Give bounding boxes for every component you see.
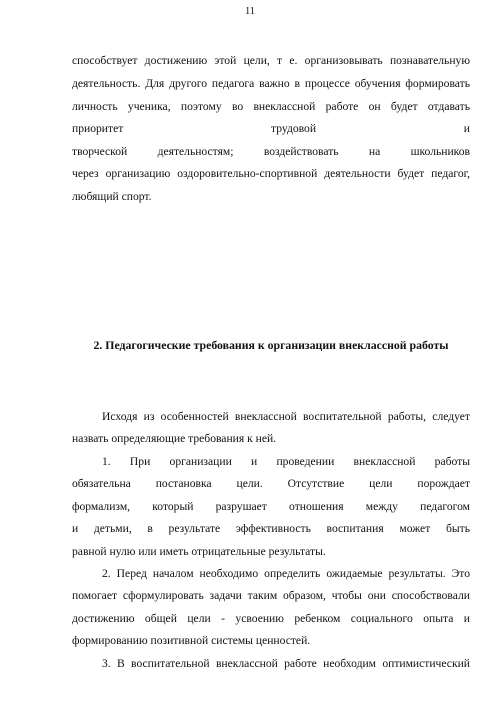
text-line: личность ученика, поэтому во внеклассной работе он будет отдавать xyxy=(72,100,470,113)
text-line: творческой деятельностям; воздействовать на школьников xyxy=(72,145,470,158)
text-line: назвать определяющие требования к ней. xyxy=(72,432,277,445)
text-line: любящий спорт. xyxy=(72,190,152,203)
text-line: способствует достижению этой цели, т е. организовывать познавательную xyxy=(72,54,470,67)
list-item-line: формализм, который разрушает отношения между педагогом xyxy=(72,500,470,513)
list-item-line: равной нулю или иметь отрицательные результаты. xyxy=(72,545,326,558)
section-heading: 2. Педагогические требования к организации внеклассной работы xyxy=(93,338,449,352)
page-number: 11 xyxy=(244,6,256,17)
list-item-line: 3. В воспитательной внеклассной работе необходим оптимистический xyxy=(102,657,470,670)
text-line: приоритет трудовой и xyxy=(72,122,470,135)
list-item-line: 1. При организации и проведении внеклассной работы xyxy=(102,455,470,468)
list-item-line: достижению общей цели - усвоению ребенком социального опыта и xyxy=(72,612,470,625)
list-item-line: и детьми, в результате эффективность воспитания может быть xyxy=(72,522,470,535)
text-line: деятельность. Для другого педагога важно в процессе обучения формировать xyxy=(72,77,470,90)
list-item-line: 2. Перед началом необходимо определить ожидаемые результаты. Это xyxy=(102,567,470,580)
list-item-line: обязательна постановка цели. Отсутствие цели порождает xyxy=(72,477,470,490)
list-item-line: формированию позитивной системы ценностей. xyxy=(72,634,311,647)
list-item-line: помогает сформулировать задачи таким образом, чтобы они способствовали xyxy=(72,589,470,602)
text-line: Исходя из особенностей внеклассной воспитательной работы, следует xyxy=(102,410,470,423)
text-line: через организацию оздоровительно-спортивной деятельности будет педагог, xyxy=(72,167,470,180)
